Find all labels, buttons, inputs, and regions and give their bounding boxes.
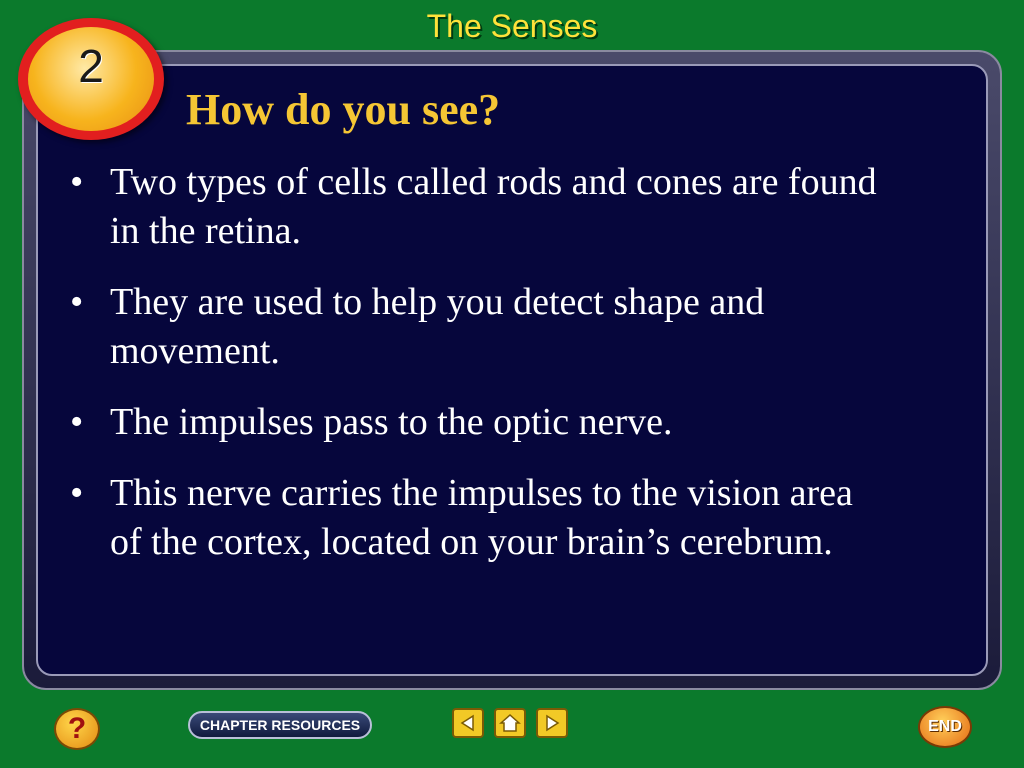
bullet-list	[66, 158, 886, 589]
arrow-right-icon	[542, 713, 562, 733]
section-number: 2	[78, 40, 104, 92]
arrow-left-icon	[458, 713, 478, 733]
section-title: The Senses	[426, 8, 598, 44]
chapter-resources-button[interactable]: CHAPTER RESOURCES	[188, 711, 372, 739]
bullet-item: • They are used to help you detect shape and movement.	[66, 278, 886, 376]
next-button[interactable]	[536, 708, 568, 738]
section-badge	[18, 18, 164, 140]
previous-button[interactable]	[452, 708, 484, 738]
bullet-item: • Two types of cells called rods and cones are found in the retina.	[66, 158, 886, 256]
slide-heading: How do you see?	[186, 85, 501, 134]
home-button[interactable]	[494, 708, 526, 738]
bullet-item: • The impulses pass to the optic nerve.	[66, 398, 886, 447]
end-button[interactable]: END	[918, 706, 972, 748]
section-badge-inner	[28, 27, 154, 131]
bullet-item: • This nerve carries the impulses to the vision area of the cortex, located on your brain’s cerebrum.	[66, 469, 886, 567]
help-button[interactable]: ?	[54, 708, 100, 750]
home-icon	[499, 713, 521, 733]
